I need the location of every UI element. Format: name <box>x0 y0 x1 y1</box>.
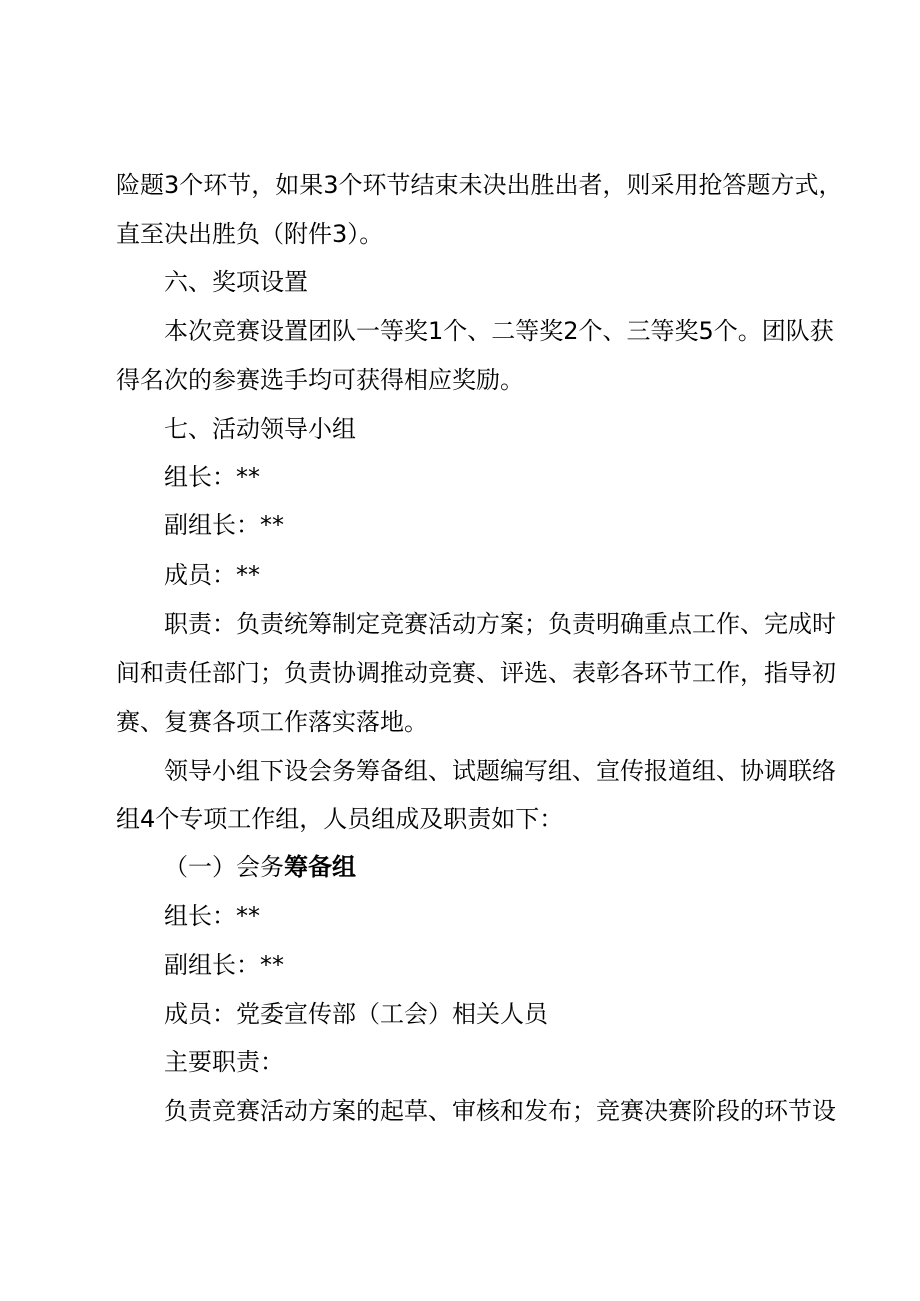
responsibilities-label: 主要职责： <box>164 1048 284 1076</box>
paragraph-line: 直至决出胜负（附件3）。 <box>116 220 384 248</box>
paragraph-line: 本次竞赛设置团队一等奖1个、二等奖2个、三等奖5个。团队获 <box>164 317 834 345</box>
paragraph-line: 间和责任部门；负责协调推动竞赛、评选、表彰各环节工作，指导初 <box>116 659 836 687</box>
members-line: 成员：党委宣传部（工会）相关人员 <box>164 1000 548 1028</box>
paragraph-line: 得名次的参赛选手均可获得相应奖励。 <box>116 366 524 394</box>
paragraph-line: 险题3个环节，如果3个环节结束未决出胜出者，则采用抢答题方式， <box>116 171 843 199</box>
paragraph-line: 负责竞赛活动方案的起草、审核和发布；竞赛决赛阶段的环节设 <box>164 1097 836 1125</box>
leader-line: 组长：** <box>164 463 260 491</box>
deputy-leader-line: 副组长：** <box>164 511 284 539</box>
paragraph-line: 赛、复赛各项工作落实落地。 <box>116 708 428 736</box>
deputy-leader-line: 副组长：** <box>164 951 284 979</box>
paragraph-line: 组4个专项工作组，人员组成及职责如下： <box>116 805 564 833</box>
members-line: 成员：** <box>164 561 260 589</box>
section-heading-leadership: 七、活动领导小组 <box>164 415 356 443</box>
subheading-conference-prep <box>164 855 356 879</box>
subheading-prefix: （一）会务 <box>164 853 284 881</box>
subheading-bold: 筹备组 <box>284 853 356 881</box>
paragraph-line: 职责：负责统筹制定竞赛活动方案；负责明确重点工作、完成时 <box>164 610 836 638</box>
section-heading-awards: 六、奖项设置 <box>164 268 308 296</box>
leader-line: 组长：** <box>164 902 260 930</box>
paragraph-line: 领导小组下设会务筹备组、试题编写组、宣传报道组、协调联络 <box>164 757 836 785</box>
